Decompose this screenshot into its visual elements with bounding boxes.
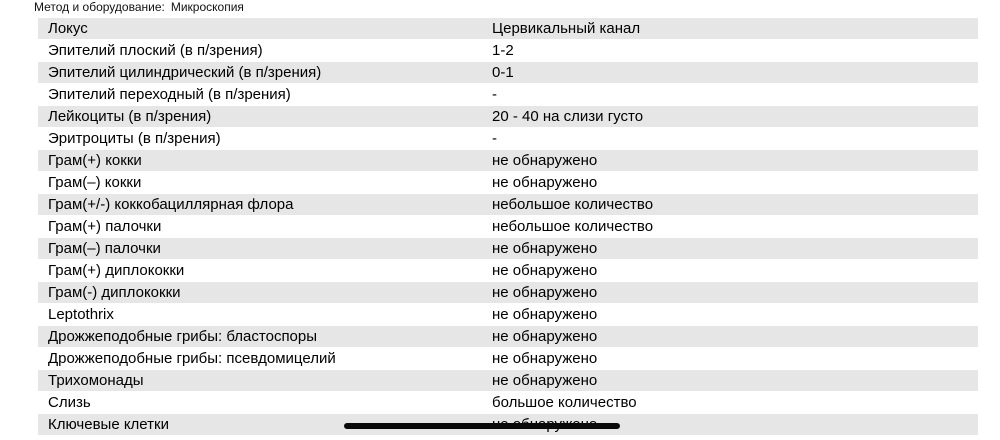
table-row bbox=[38, 84, 978, 106]
row-name: Грам(-) диплококки bbox=[38, 282, 482, 304]
row-name: Грам(–) палочки bbox=[38, 238, 482, 260]
row-value: - bbox=[482, 128, 978, 150]
table-row bbox=[38, 348, 978, 370]
table-row bbox=[38, 194, 978, 216]
table-row bbox=[38, 304, 978, 326]
table-row bbox=[38, 260, 978, 282]
table-header-row bbox=[38, 18, 978, 40]
row-name: Дрожжеподобные грибы: бластоспоры bbox=[38, 326, 482, 348]
row-value: 1-2 bbox=[482, 40, 978, 62]
row-value: не обнаружено bbox=[482, 150, 978, 172]
row-name: Лейкоциты (в п/зрения) bbox=[38, 106, 482, 128]
table-row bbox=[38, 150, 978, 172]
row-name: Грам(+) диплококки bbox=[38, 260, 482, 282]
row-value: не обнаружено bbox=[482, 282, 978, 304]
row-value: не обнаружено bbox=[482, 326, 978, 348]
method-label: Метод и оборудование: bbox=[34, 0, 165, 14]
row-name: Эпителий переходный (в п/зрения) bbox=[38, 84, 482, 106]
row-value: небольшое количество bbox=[482, 194, 978, 216]
row-value: небольшое количество bbox=[482, 216, 978, 238]
row-name: Трихомонады bbox=[38, 370, 482, 392]
row-name: Грам(+) палочки bbox=[38, 216, 482, 238]
row-name: Грам(+) кокки bbox=[38, 150, 482, 172]
table-row bbox=[38, 62, 978, 84]
table-row bbox=[38, 172, 978, 194]
table-row bbox=[38, 128, 978, 150]
row-name: Ключевые клетки bbox=[38, 414, 482, 436]
row-name: Эпителий цилиндрический (в п/зрения) bbox=[38, 62, 482, 84]
row-value: не обнаружено bbox=[482, 304, 978, 326]
results-table bbox=[38, 18, 978, 436]
row-value: 0-1 bbox=[482, 62, 978, 84]
row-value: не обнаружено bbox=[482, 238, 978, 260]
method-value: Микроскопия bbox=[170, 0, 244, 14]
row-name: Слизь bbox=[38, 392, 482, 414]
table-row bbox=[38, 282, 978, 304]
row-name: Leptothrix bbox=[38, 304, 482, 326]
row-name: Дрожжеподобные грибы: псевдомицелий bbox=[38, 348, 482, 370]
row-value: - bbox=[482, 84, 978, 106]
row-name: Эпителий плоский (в п/зрения) bbox=[38, 40, 482, 62]
locus-label: Локус bbox=[38, 18, 482, 40]
table-row bbox=[38, 216, 978, 238]
row-value: не обнаружено bbox=[482, 172, 978, 194]
table-row bbox=[38, 238, 978, 260]
row-name: Грам(–) кокки bbox=[38, 172, 482, 194]
row-name: Эритроциты (в п/зрения) bbox=[38, 128, 482, 150]
home-indicator-bar[interactable] bbox=[344, 423, 620, 429]
row-value: не обнаружено bbox=[482, 370, 978, 392]
table-row bbox=[38, 106, 978, 128]
locus-value: Цервикальный канал bbox=[482, 18, 978, 40]
table-row bbox=[38, 40, 978, 62]
row-value: большое количество bbox=[482, 392, 978, 414]
table-row bbox=[38, 392, 978, 414]
table-row bbox=[38, 326, 978, 348]
row-value: не обнаружено bbox=[482, 348, 978, 370]
row-value: не обнаружено bbox=[482, 260, 978, 282]
table-row bbox=[38, 370, 978, 392]
row-value: 20 - 40 на слизи густо bbox=[482, 106, 978, 128]
method-line bbox=[34, 0, 244, 14]
row-name: Грам(+/-) коккобациллярная флора bbox=[38, 194, 482, 216]
